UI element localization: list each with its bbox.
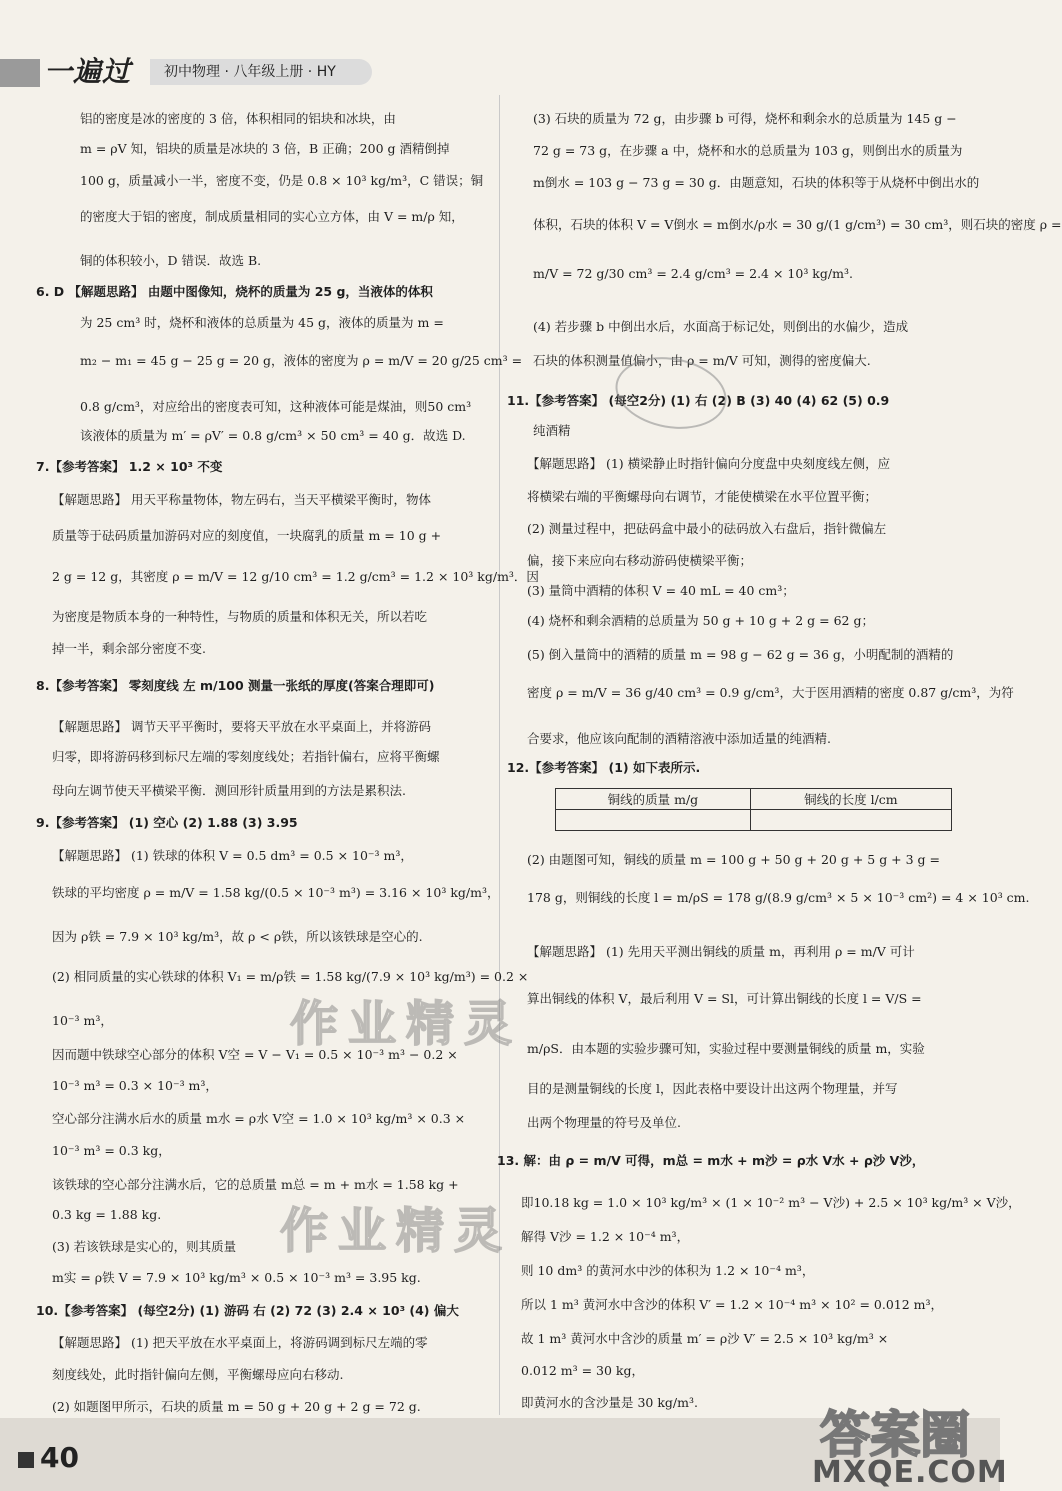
text-line: m/V = 72 g/30 cm³ = 2.4 g/cm³ = 2.4 × 10³ kg/m³. [533, 266, 853, 281]
question-8: 8.【参考答案】 零刻度线 左 m/100 测量一张纸的厚度(答案合理即可) [36, 678, 435, 693]
text-line: 铁球的平均密度 ρ = m/V = 1.58 kg/(0.5 × 10⁻³ m³) = 3.16 × 10³ kg/m³， [52, 885, 500, 900]
table-cell [750, 810, 951, 831]
text-line: (3) 量筒中酒精的体积 V = 40 mL = 40 cm³； [527, 583, 795, 598]
brand-logo: 一遍过 [44, 55, 132, 88]
text-line: 【解题思路】 (1) 把天平放在水平桌面上，将游码调到标尺左端的零 [52, 1335, 428, 1350]
table-row [556, 810, 952, 831]
text-line: 刻度线处，此时指针偏向左侧，平衡螺母应向右移动. [52, 1367, 344, 1382]
text-line: 石块的体积测量值偏小，由 ρ = m/V 可知，测得的密度偏大. [533, 353, 871, 368]
text-line: m/ρS．由本题的实验步骤可知，实验过程中要测量铜线的质量 m，实验 [527, 1041, 925, 1056]
question-13: 13. 解：由 ρ = m/V 可得，m总 = m水 + m沙 = ρ水 V水 + ρ沙 V沙， [497, 1153, 925, 1168]
text-line: 故 1 m³ 黄河水中含沙的质量 m′ = ρ沙 V′ = 2.5 × 10³ kg/m³ × [521, 1331, 889, 1346]
text-line: 归零，即将游码移到标尺左端的零刻度线处；若指针偏右，应将平衡螺 [52, 749, 440, 764]
question-7: 7.【参考答案】 1.2 × 10³ 不变 [36, 459, 223, 474]
text-line: 0.8 g/cm³，对应给出的密度表可知，这种液体可能是煤油，则50 cm³ [80, 399, 472, 414]
watermark-text: 作业精灵 [280, 1203, 513, 1259]
text-line: 质量等于砝码质量加游码对应的刻度值，一块腐乳的质量 m = 10 g + [52, 528, 442, 543]
text-line: 178 g，则铜线的长度 l = m/ρS = 178 g/(8.9 g/cm³ × 5 × 10⁻³ cm²) = 4 × 10³ cm. [527, 890, 1030, 905]
question-9: 9.【参考答案】 (1) 空心 (2) 1.88 (3) 3.95 [36, 815, 298, 830]
table-row [556, 789, 952, 810]
text-line: 出两个物理量的符号及单位. [527, 1115, 681, 1130]
text-line: 算出铜线的体积 V，最后利用 V = Sl，可计算出铜线的长度 l = V/S = [527, 991, 922, 1006]
text-line: 10⁻³ m³， [52, 1013, 113, 1028]
text-line: 纯酒精 [533, 423, 571, 438]
question-10: 10.【参考答案】 (每空2分) (1) 游码 右 (2) 72 (3) 2.4 × 10³ (4) 偏大 [36, 1303, 459, 1318]
table-cell [556, 810, 751, 831]
text-line: m倒水 = 103 g − 73 g = 30 g．由题意知，石块的体积等于从烧杯中倒出水的 [533, 175, 980, 190]
text-line: 【解题思路】 (1) 铁球的体积 V = 0.5 dm³ = 0.5 × 10⁻³ m³， [52, 848, 413, 863]
text-line: 空心部分注满水后水的质量 m水 = ρ水 V空 = 1.0 × 10³ kg/m³ × 0.3 × [52, 1111, 466, 1126]
text-line: 偏，接下来应向右移动游码使横梁平衡； [527, 553, 753, 568]
page-number: 40 [40, 1441, 79, 1474]
text-line: (4) 若步骤 b 中倒出水后，水面高于标记处，则倒出的水偏少，造成 [533, 319, 909, 334]
right-column [497, 0, 1062, 1420]
text-line: 合要求，他应该向配制的酒精溶液中添加适量的纯酒精. [527, 731, 831, 746]
text-line: (3) 石块的质量为 72 g，由步骤 b 可得，烧杯和剩余水的总质量为 145 g − [533, 111, 957, 126]
text-line: (2) 由题图可知，铜线的质量 m = 100 g + 50 g + 20 g + 5 g + 3 g = [527, 852, 941, 867]
table-header: 铜线的质量 m/g [556, 789, 751, 810]
text-line: 0.012 m³ = 30 kg， [521, 1363, 644, 1378]
text-line: m = ρV 知，铝块的质量是冰块的 3 倍，B 正确；200 g 酒精倒掉 [80, 141, 450, 156]
text-line: 【解题思路】 调节天平平衡时，要将天平放在水平桌面上，并将游码 [52, 719, 431, 734]
question-12: 12.【参考答案】 (1) 如下表所示. [507, 760, 701, 775]
text-line: (2) 相同质量的实心铁球的体积 V₁ = m/ρ铁 = 1.58 kg/(7.9 × 10³ kg/m³) = 0.2 × [52, 969, 529, 984]
watermark-site: MXQE.COM [812, 1455, 1008, 1490]
table-header: 铜线的长度 l/cm [750, 789, 951, 810]
text-line: 将横梁右端的平衡螺母向右调节，才能使横梁在水平位置平衡； [527, 489, 878, 504]
text-line: 因而题中铁球空心部分的体积 V空 = V − V₁ = 0.5 × 10⁻³ m³ − 0.2 × [52, 1047, 458, 1062]
text-line: 铝的密度是冰的密度的 3 倍，体积相同的铝块和冰块，由 [80, 111, 396, 126]
text-line: 密度 ρ = m/V = 36 g/40 cm³ = 0.9 g/cm³，大于医用酒精的密度 0.87 g/cm³，为符 [527, 685, 1014, 700]
text-line: 72 g = 73 g，在步骤 a 中，烧杯和水的总质量为 103 g，则倒出水的质量为 [533, 143, 963, 158]
text-line: 【解题思路】 (1) 横梁静止时指针偏向分度盘中央刻度线左侧，应 [527, 456, 891, 471]
text-line: 所以 1 m³ 黄河水中含沙的体积 V′ = 1.2 × 10⁻⁴ m³ × 10² = 0.012 m³， [521, 1297, 944, 1312]
text-line: 10⁻³ m³ = 0.3 × 10⁻³ m³， [52, 1078, 218, 1093]
text-line: 10⁻³ m³ = 0.3 kg， [52, 1143, 171, 1158]
text-line: 掉一半，剩余部分密度不变. [52, 641, 206, 656]
text-line: (3) 若该铁球是实心的，则其质量 [52, 1239, 237, 1254]
page-number-marker [18, 1452, 34, 1468]
text-line: (4) 烧杯和剩余酒精的总质量为 50 g + 10 g + 2 g = 62 g； [527, 613, 874, 628]
text-line: m₂ − m₁ = 45 g − 25 g = 20 g，液体的密度为 ρ = m/V = 20 g/25 cm³ = [80, 353, 523, 368]
text-line: 即黄河水的含沙量是 30 kg/m³. [521, 1395, 698, 1410]
text-line: 的密度大于铝的密度，制成质量相同的实心立方体，由 V = m/ρ 知， [80, 209, 464, 224]
text-line: 解得 V沙 = 1.2 × 10⁻⁴ m³， [521, 1229, 690, 1244]
text-line: (2) 如题图甲所示，石块的质量 m = 50 g + 20 g + 2 g = 72 g. [52, 1399, 421, 1414]
text-line: 【解题思路】 用天平称量物体，物左码右，当天平横梁平衡时，物体 [52, 492, 431, 507]
text-line: 0.3 kg = 1.88 kg. [52, 1207, 162, 1222]
text-line: 为密度是物质本身的一种特性，与物质的质量和体积无关，所以若吃 [52, 609, 428, 624]
text-line: (5) 倒入量筒中的酒精的质量 m = 98 g − 62 g = 36 g，小明配制的酒精的 [527, 647, 954, 662]
text-line: 因为 ρ铁 = 7.9 × 10³ kg/m³，故 ρ < ρ铁，所以该铁球是空心的. [52, 929, 423, 944]
text-line: (2) 测量过程中，把砝码盒中最小的砝码放入右盘后，指针微偏左 [527, 521, 887, 536]
question-11: 11.【参考答案】 (每空2分) (1) 右 (2) B (3) 40 (4) 62 (5) 0.9 [507, 393, 890, 408]
watermark-logo: 答案圈 [820, 1406, 970, 1464]
question-6: 6. D 【解题思路】 由题中图像知，烧杯的质量为 25 g，当液体的体积 [36, 284, 433, 299]
text-line: 该铁球的空心部分注满水后，它的总质量 m总 = m + m水 = 1.58 kg + [52, 1177, 459, 1192]
text-line: 为 25 cm³ 时，烧杯和液体的总质量为 45 g，液体的质量为 m = [80, 315, 444, 330]
text-line: 该液体的质量为 m′ = ρV′ = 0.8 g/cm³ × 50 cm³ = 40 g．故选 D. [80, 428, 466, 443]
watermark-text: 作业精灵 [290, 996, 523, 1052]
text-line: 100 g，质量减小一半，密度不变，仍是 0.8 × 10³ kg/m³，C 错误；铜 [80, 173, 484, 188]
book-subtitle: 初中物理 · 八年级上册 · HY [150, 59, 372, 85]
text-line: 【解题思路】 (1) 先用天平测出铜线的质量 m，再利用 ρ = m/V 可计 [527, 944, 915, 959]
text-line: m实 = ρ铁 V = 7.9 × 10³ kg/m³ × 0.5 × 10⁻³ m³ = 3.95 kg. [52, 1270, 421, 1285]
text-line: 即10.18 kg = 1.0 × 10³ kg/m³ × (1 × 10⁻² m³ − V沙) + 2.5 × 10³ kg/m³ × V沙， [521, 1195, 1021, 1210]
text-line: 目的是测量铜线的长度 l，因此表格中要设计出这两个物理量，并写 [527, 1081, 898, 1096]
text-line: 铜的体积较小，D 错误．故选 B. [80, 253, 262, 268]
text-line: 则 10 dm³ 的黄河水中沙的体积为 1.2 × 10⁻⁴ m³， [521, 1263, 815, 1278]
text-line: 母向左调节使天平横梁平衡．测回形针质量用到的方法是累积法. [52, 783, 406, 798]
text-line: 2 g = 12 g，其密度 ρ = m/V = 12 g/10 cm³ = 1.2 g/cm³ = 1.2 × 10³ kg/m³．因 [52, 569, 539, 584]
copper-wire-table [555, 788, 952, 831]
text-line: 体积，石块的体积 V = V倒水 = m倒水/ρ水 = 30 g/(1 g/cm³) = 30 cm³，则石块的密度 ρ = [533, 217, 1062, 232]
